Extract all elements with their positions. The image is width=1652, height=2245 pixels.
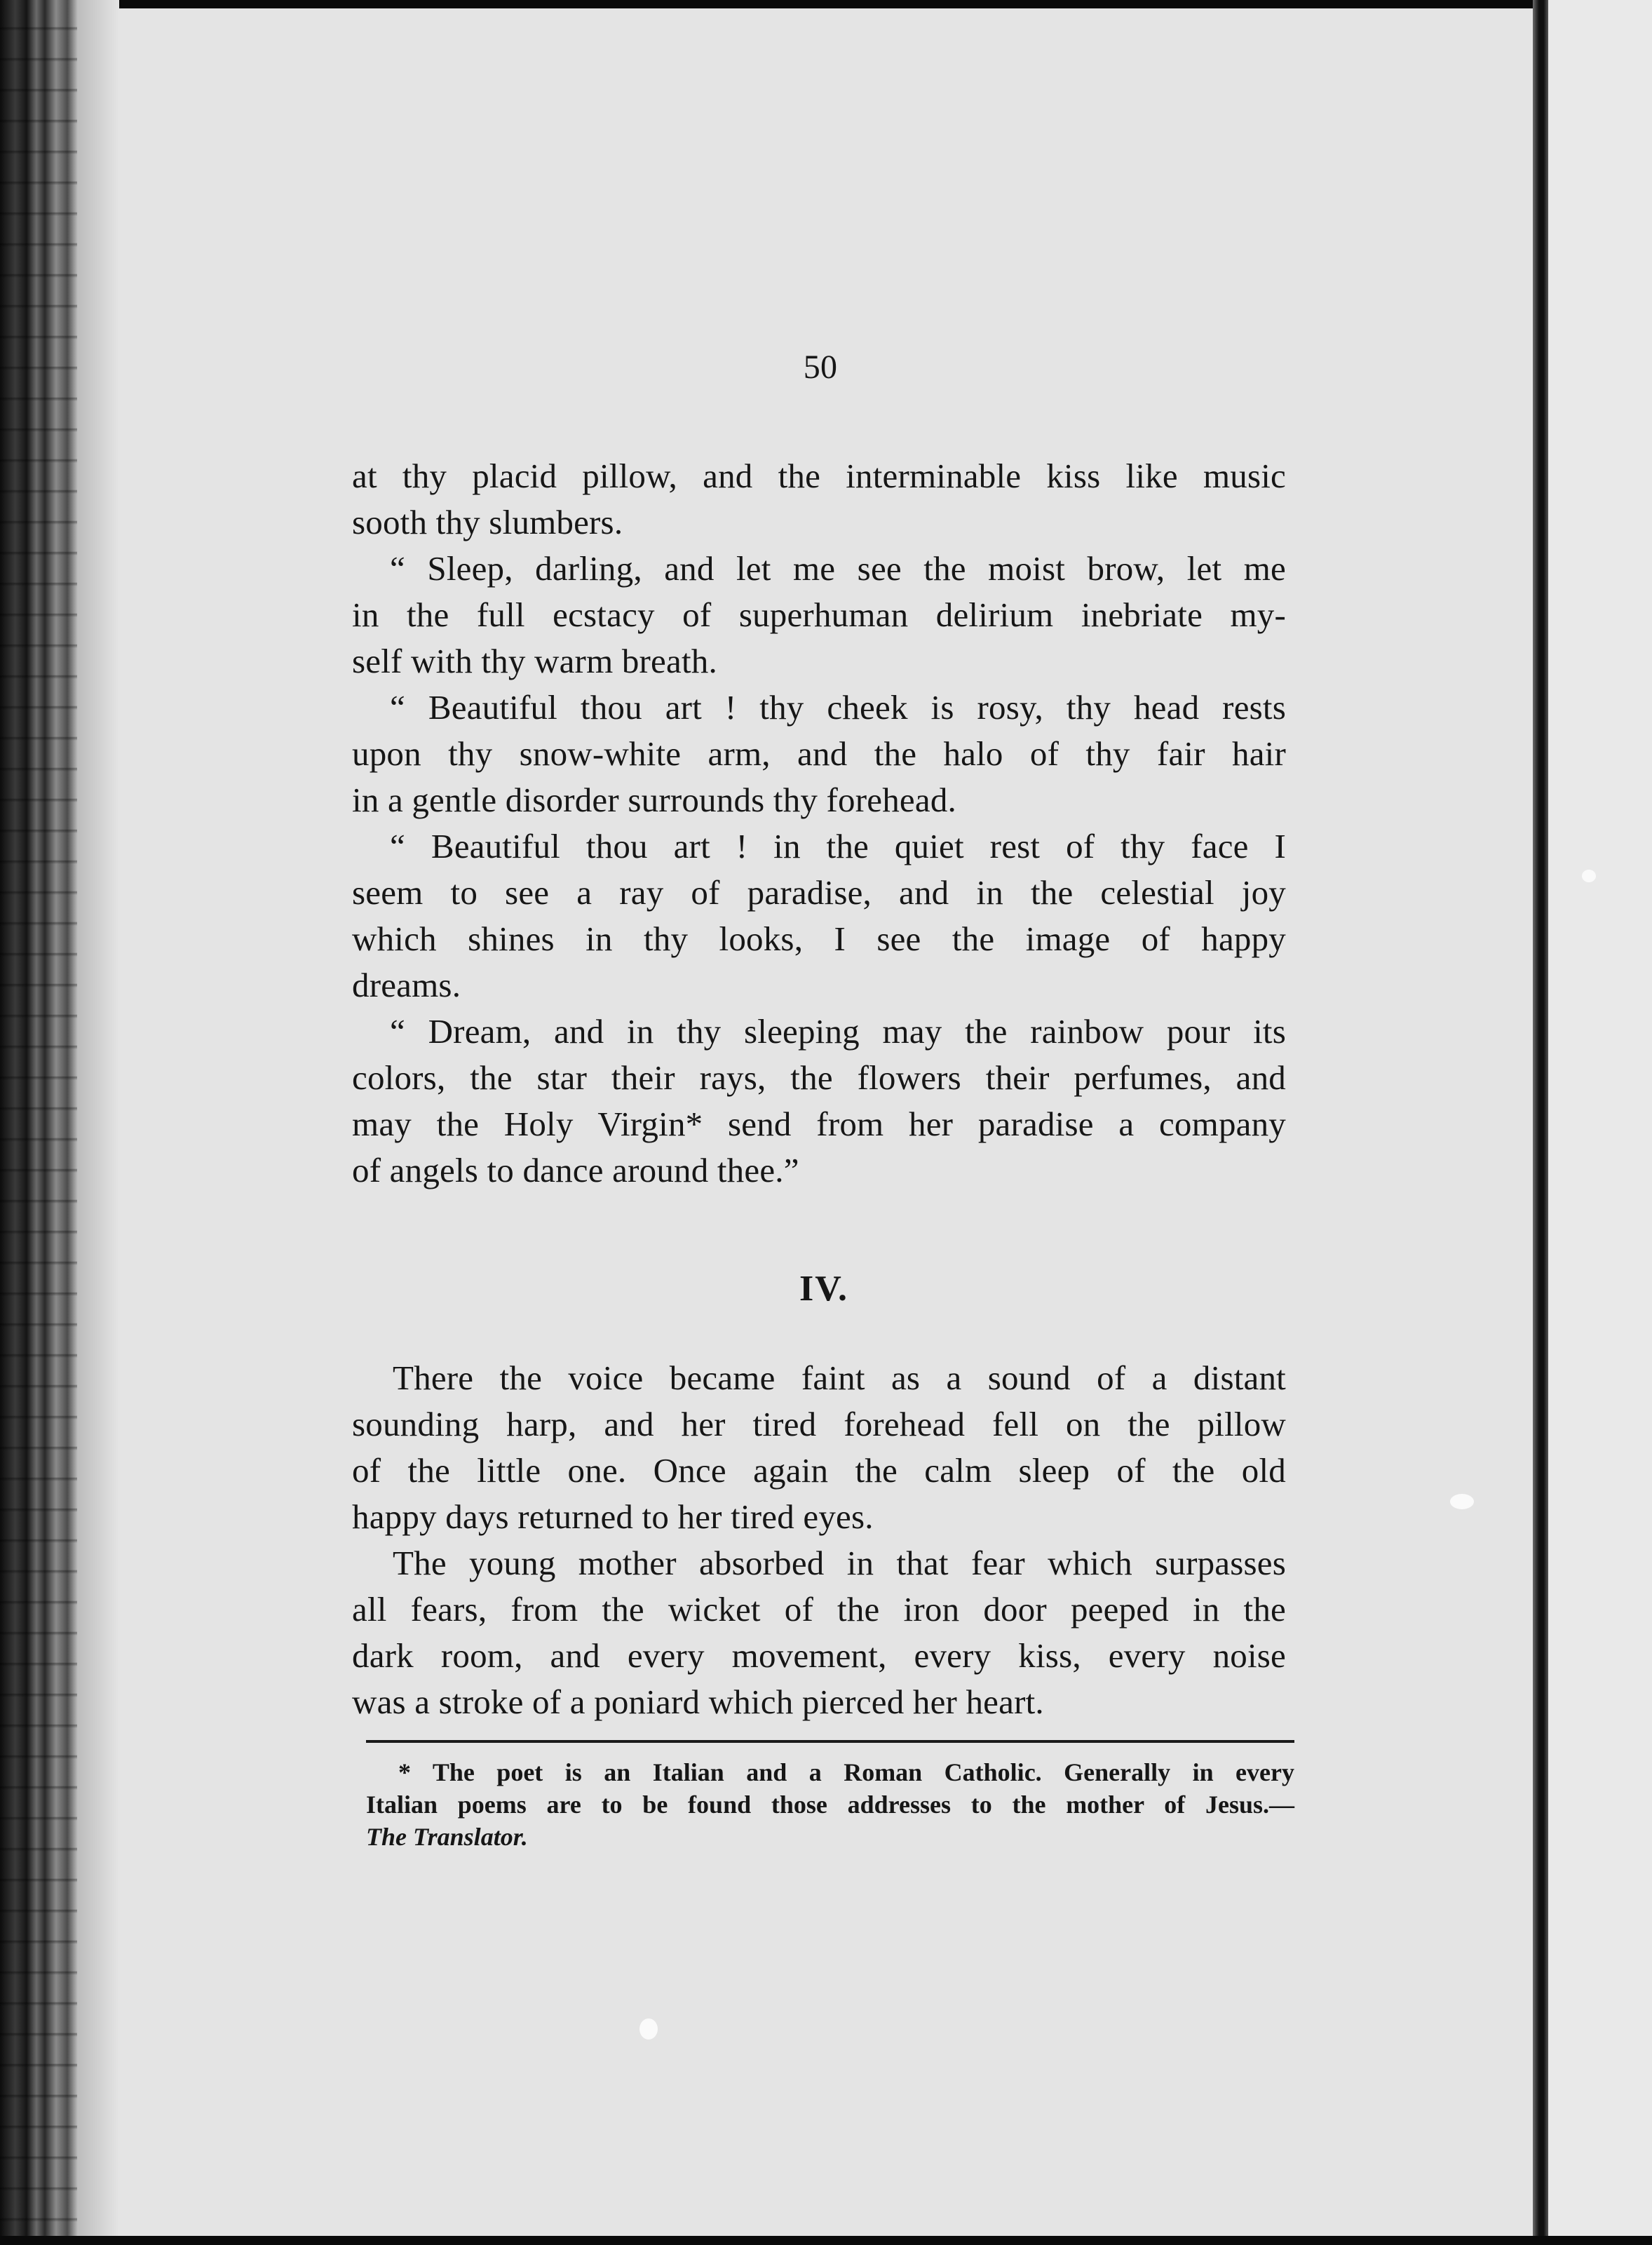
footnote-line: Italian poems are to be found those addresses to the mother of Jesus.— [366, 1791, 1294, 1819]
page-number: 50 [803, 349, 838, 386]
text-line: “ Beautiful thou art ! thy cheek is rosy, thy head rests [390, 688, 1286, 727]
text-line: “ Sleep, darling, and let me see the moist brow, let me [390, 549, 1286, 588]
footnote [366, 1756, 1294, 1853]
text-line: in a gentle disorder surrounds thy forehead. [352, 781, 956, 819]
page-edge-right [1533, 0, 1548, 2245]
adjacent-page-margin [1548, 0, 1652, 2245]
scan-border-bottom [0, 2236, 1652, 2245]
scan-speck [1450, 1494, 1474, 1509]
text-line: The young mother absorbed in that fear which surpasses [393, 1544, 1286, 1582]
text-line: seem to see a ray of paradise, and in the celestial joy [352, 873, 1286, 912]
text-line: There the voice became faint as a sound of a distant [393, 1359, 1286, 1397]
binding-shadow [77, 0, 119, 2245]
text-line: sooth thy slumbers. [352, 503, 623, 541]
scan-border-top [0, 0, 1652, 8]
book-binding-edge [0, 0, 77, 2245]
footnote-line: * The poet is an Italian and a Roman Catholic. Generally in every [398, 1758, 1294, 1786]
bottom-passage [352, 1355, 1286, 1725]
text-line: self with thy warm breath. [352, 642, 717, 680]
text-line: sounding harp, and her tired forehead fell on the pillow [352, 1405, 1286, 1443]
text-line: colors, the star their rays, the flowers their perfumes, and [352, 1058, 1286, 1097]
scan-speck [1582, 870, 1596, 882]
text-line: at thy placid pillow, and the interminable kiss like music [352, 457, 1286, 495]
text-line: “ Dream, and in thy sleeping may the rainbow pour its [390, 1012, 1286, 1051]
scan-speck [639, 2018, 658, 2040]
section-heading: IV. [799, 1269, 849, 1309]
text-line: which shines in thy looks, I see the image of happy [352, 919, 1286, 958]
text-line: of angels to dance around thee.” [352, 1151, 799, 1189]
top-passage [352, 453, 1286, 1194]
text-line: “ Beautiful thou art ! in the quiet rest of thy face I [390, 827, 1286, 865]
text-line: in the full ecstacy of superhuman delirium inebriate my- [352, 595, 1286, 634]
text-line: happy days returned to her tired eyes. [352, 1497, 874, 1536]
footnote-signature: The Translator. [366, 1823, 528, 1851]
text-line: dark room, and every movement, every kiss, every noise [352, 1636, 1286, 1675]
footnote-divider [366, 1740, 1294, 1743]
text-line: dreams. [352, 966, 461, 1004]
text-line: was a stroke of a poniard which pierced her heart. [352, 1683, 1044, 1721]
text-line: upon thy snow-white arm, and the halo of thy fair hair [352, 734, 1286, 773]
text-line: may the Holy Virgin* send from her paradise a company [352, 1105, 1286, 1143]
text-line: of the little one. Once again the calm sleep of the old [352, 1451, 1286, 1490]
text-line: all fears, from the wicket of the iron door peeped in the [352, 1590, 1286, 1629]
